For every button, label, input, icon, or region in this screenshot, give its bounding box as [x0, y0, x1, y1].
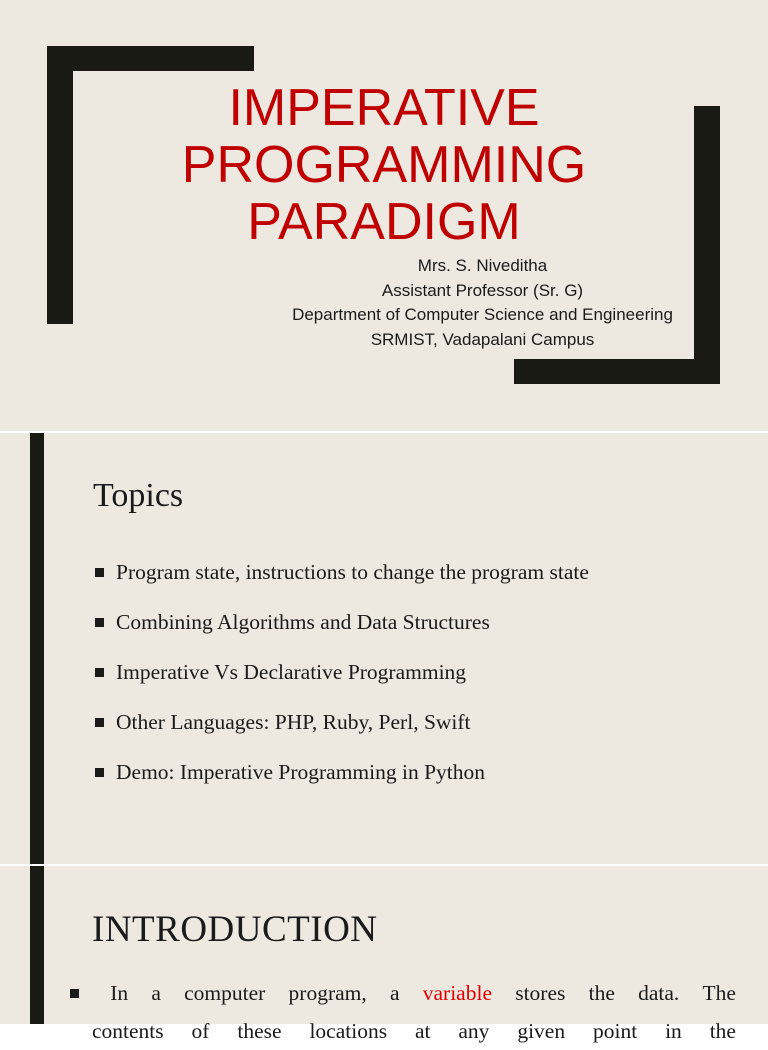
square-bullet-icon: [95, 568, 104, 577]
bracket-bottom-right-horizontal: [514, 359, 720, 384]
word: these: [237, 1019, 282, 1043]
list-item: [95, 747, 589, 797]
word: the: [588, 981, 615, 1005]
square-bullet-icon: [95, 618, 104, 627]
square-bullet-icon: [95, 668, 104, 677]
word: stores: [515, 981, 566, 1005]
introduction-heading: INTRODUCTION: [92, 909, 378, 950]
word: of: [191, 1019, 210, 1043]
list-item: [95, 547, 589, 597]
topics-list: [95, 547, 589, 797]
intro-line: [70, 974, 736, 1012]
word: a: [389, 981, 400, 1005]
list-item: [95, 647, 589, 697]
title-slide: [0, 0, 768, 431]
square-bullet-icon: [95, 768, 104, 777]
department: Department of Computer Science and Engineering: [292, 305, 673, 324]
list-item: [95, 597, 589, 647]
word: data.: [638, 981, 680, 1005]
intro-paragraph: [70, 974, 736, 1050]
topic-text: Program state, instructions to change the program state: [116, 559, 589, 584]
square-bullet-icon: [70, 989, 79, 998]
institution: SRMIST, Vadapalani Campus: [370, 329, 595, 349]
word: the: [709, 1019, 736, 1043]
slide-accent-bar: [30, 433, 44, 864]
word: a: [151, 981, 161, 1005]
word: In: [110, 981, 129, 1005]
topic-text: Combining Algorithms and Data Structures: [116, 609, 490, 634]
title-line: PARADIGM: [247, 193, 521, 251]
word: any: [458, 1019, 490, 1043]
word: contents: [92, 1019, 164, 1043]
word: program,: [288, 981, 367, 1005]
square-bullet-icon: [95, 718, 104, 727]
bracket-top-left-horizontal: [47, 46, 254, 71]
author-block: [270, 254, 695, 352]
topics-heading: Topics: [93, 477, 184, 514]
word: at: [414, 1019, 431, 1043]
topic-text: Demo: Imperative Programming in Python: [116, 759, 486, 784]
topic-text: Other Languages: PHP, Ruby, Perl, Swift: [116, 709, 471, 734]
word: point: [592, 1019, 638, 1043]
title-line: PROGRAMMING: [181, 136, 587, 194]
intro-line: [70, 1012, 736, 1050]
author-title: Assistant Professor (Sr. G): [381, 280, 584, 300]
word: locations: [309, 1019, 388, 1043]
word: computer: [184, 981, 266, 1005]
author-name: Mrs. S. Niveditha: [417, 256, 548, 275]
highlight-word: variable: [422, 981, 492, 1005]
slide-accent-bar: [30, 866, 44, 1024]
title-line: IMPERATIVE: [228, 79, 540, 137]
word: in: [665, 1019, 682, 1043]
topic-text: Imperative Vs Declarative Programming: [116, 659, 467, 684]
word: given: [517, 1019, 566, 1043]
word: The: [702, 981, 736, 1005]
list-item: [95, 697, 589, 747]
presentation-title: [0, 80, 768, 251]
